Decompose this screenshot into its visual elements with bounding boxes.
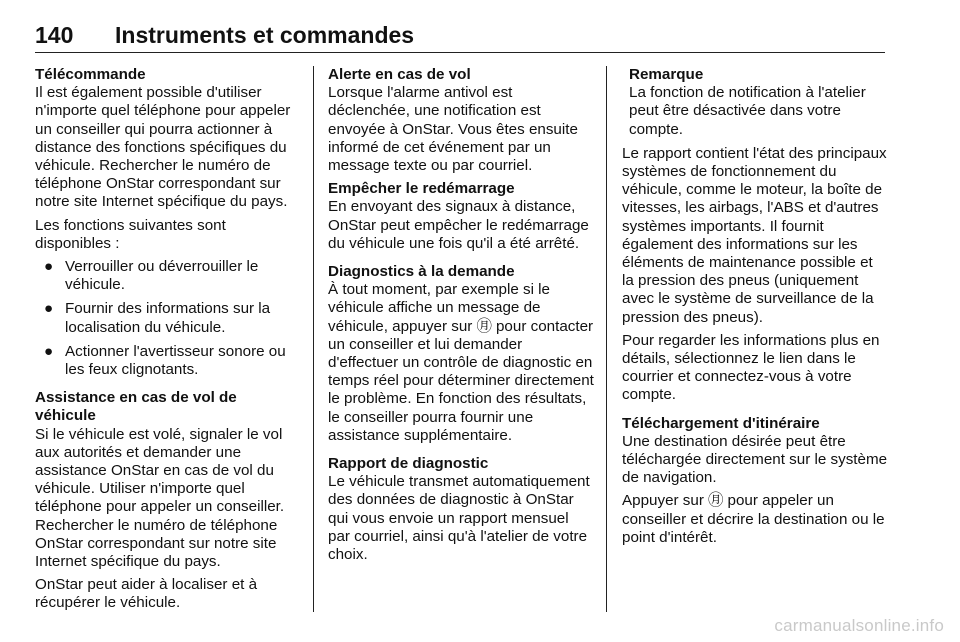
paragraph: Le véhicule transmet automatiquement des données de diagnostic à OnStar qui vous envoie un rapport mensuel par courriel, ainsi qu'à l'atelier de votre choix. xyxy=(328,473,590,564)
section-theft-alert xyxy=(328,66,594,175)
column-divider xyxy=(313,66,314,612)
paragraph: Appuyer sur ㊊ pour appeler un conseiller et décrire la destination ou le point d'intérêt. xyxy=(622,492,885,546)
section-heading: Téléchargement d'itinéraire xyxy=(622,414,820,432)
feature-list xyxy=(35,258,301,379)
paragraph: Le rapport contient l'état des principaux systèmes de fonctionnement du véhicule, comme le moteur, la boîte de vitesses, les airbags, l'ABS et d'autres systèmes importants. Il fournit également des informations sur les éléments de maintenance possible et la pression des pneus (uniquement avec le système de surveillance de la pression des pneus). xyxy=(622,144,887,326)
section-heading: Rapport de diagnostic xyxy=(328,455,489,473)
remark-box xyxy=(622,66,888,139)
column-divider xyxy=(606,66,607,612)
paragraph: Lorsque l'alarme antivol est déclenchée, une notification est envoyée à OnStar. Vous êtes ensuite informé de cet événement par un message texte ou par courriel. xyxy=(328,84,578,175)
section-route-download xyxy=(622,415,888,547)
section-heading: Empêcher le redémarrage xyxy=(328,180,515,198)
bullet-icon: ● xyxy=(44,300,54,318)
paragraph: OnStar peut aider à localiser et à récupérer le véhicule. xyxy=(35,576,258,612)
paragraph: En envoyant des signaux à distance, OnStar peut empêcher le redémarrage du véhicule une fois qu'il a été arrêté. xyxy=(328,198,589,252)
section-diagnostics-on-demand xyxy=(328,263,594,445)
section-diagnostic-report xyxy=(328,455,594,564)
section-heading: Assistance en cas de vol de véhicule xyxy=(35,389,237,425)
watermark: carmanualsonline.info xyxy=(774,616,944,635)
paragraph: Pour regarder les informations plus en détails, sélectionnez le lien dans le courrier et connectez-vous à votre compte. xyxy=(622,331,880,404)
section-prevent-restart xyxy=(328,180,594,253)
page-title: Instruments et commandes xyxy=(115,22,415,48)
remark-heading: Remarque xyxy=(629,66,704,83)
column-1 xyxy=(35,66,301,623)
bullet-icon: ● xyxy=(44,258,54,276)
paragraph: Si le véhicule est volé, signaler le vol aux autorités et demander une assistance OnStar en cas de vol du véhicule. Utiliser n'importe quel téléphone pour appeler un conseiller. Rechercher le numéro de téléphone OnStar correspondant sur notre site Internet spécifique du pays. xyxy=(35,425,285,571)
section-theft-assistance xyxy=(35,389,301,612)
remark-text: La fonction de notification à l'atelier peut être désactivée dans votre compte. xyxy=(629,84,866,138)
section-heading: Télécommande xyxy=(35,66,146,83)
paragraph: Les fonctions suivantes sont disponibles : xyxy=(35,216,226,252)
section-report-content xyxy=(622,145,888,405)
page-header xyxy=(35,22,885,53)
paragraph: À tout moment, par exemple si le véhicule affiche un message de véhicule, appuyer sur ㊊ pour contacter un conseiller et lui demander d'effectuer un contrôle de diagnostic en temps réel pour déterminer directement le problème. En fonction des résultats, le conseiller pourra fournir une assistance supplémentaire. xyxy=(328,281,594,444)
section-heading: Diagnostics à la demande xyxy=(328,263,515,281)
list-item: ● Actionner l'avertisseur sonore ou les feux clignotants. xyxy=(44,342,286,379)
paragraph: Il est également possible d'utiliser n'importe quel téléphone pour appeler un conseiller qui pourra actionner à distance des fonctions spécifiques du véhicule. Rechercher le numéro de téléphone OnStar correspondant sur notre site Internet spécifique du pays. xyxy=(35,84,291,211)
column-2 xyxy=(328,66,594,574)
column-3 xyxy=(622,66,888,557)
bullet-icon: ● xyxy=(44,342,54,360)
section-remote-control xyxy=(35,66,301,379)
paragraph: Une destination désirée peut être téléchargée directement sur le système de navigation. xyxy=(622,432,888,487)
list-item: ● Verrouiller ou déverrouiller le véhicule. xyxy=(44,258,259,294)
page-number: 140 xyxy=(35,22,74,48)
list-item: ● Fournir des informations sur la localisation du véhicule. xyxy=(44,300,271,336)
section-heading: Alerte en cas de vol xyxy=(328,66,471,83)
